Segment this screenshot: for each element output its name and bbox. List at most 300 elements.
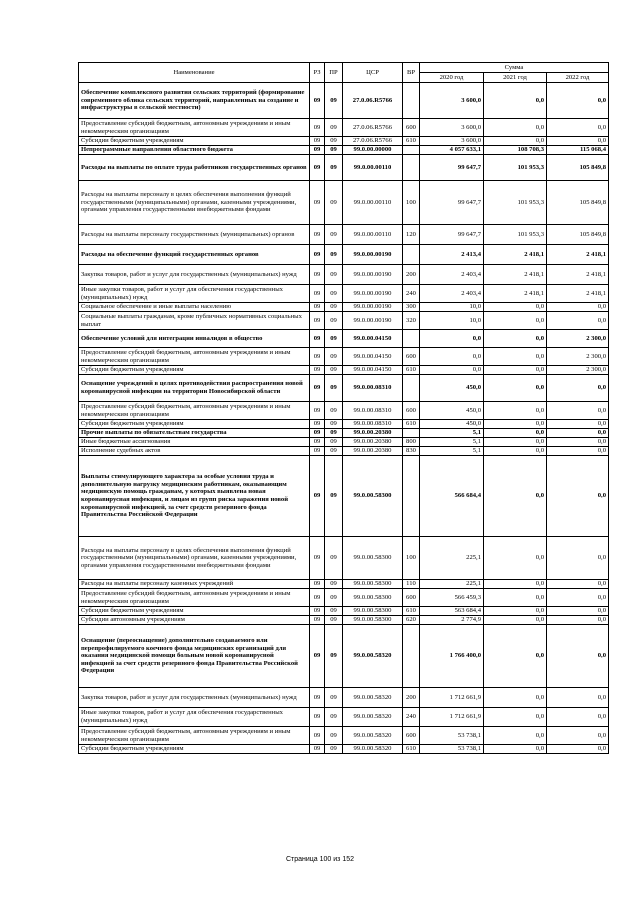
cell-vr: 600 (403, 589, 420, 607)
cell-csr: 99.0.00.58320 (343, 625, 403, 688)
cell-name: Предоставление субсидий бюджетным, автономным учреждениям и иным некоммерческим организациям (79, 589, 310, 607)
cell-name: Субсидии автономным учреждениям (79, 616, 310, 625)
header-pr: ПР (325, 63, 343, 83)
cell-csr: 99.0.00.04150 (343, 330, 403, 348)
cell-2022: 105 849,8 (547, 181, 609, 225)
cell-csr: 99.0.00.58300 (343, 607, 403, 616)
cell-vr: 610 (403, 137, 420, 146)
cell-2020: 3 600,0 (420, 83, 484, 119)
cell-pr: 09 (325, 402, 343, 420)
cell-vr (403, 429, 420, 438)
cell-2022: 2 418,1 (547, 285, 609, 303)
cell-pr: 09 (325, 420, 343, 429)
header-name: Наименование (79, 63, 310, 83)
cell-2021: 101 953,3 (484, 155, 547, 181)
cell-csr: 99.0.00.00110 (343, 225, 403, 245)
table-row (79, 708, 609, 727)
cell-csr: 99.0.00.20380 (343, 438, 403, 447)
cell-csr: 99.0.00.00190 (343, 303, 403, 312)
cell-csr: 99.0.00.04150 (343, 348, 403, 366)
cell-vr: 100 (403, 537, 420, 580)
cell-rz: 09 (310, 727, 325, 745)
cell-2022: 0,0 (547, 745, 609, 754)
cell-rz: 09 (310, 580, 325, 589)
header-year-2021: 2021 год (484, 73, 547, 83)
cell-2020: 566 684,4 (420, 456, 484, 537)
cell-csr: 99.0.00.00190 (343, 285, 403, 303)
header-vr: ВР (403, 63, 420, 83)
header-csr: ЦСР (343, 63, 403, 83)
cell-pr: 09 (325, 438, 343, 447)
cell-name: Расходы на обеспечение функций государственных органов (79, 245, 310, 265)
cell-rz: 09 (310, 265, 325, 285)
table-row (79, 688, 609, 708)
cell-2020: 0,0 (420, 348, 484, 366)
cell-2021: 2 418,1 (484, 245, 547, 265)
cell-rz: 09 (310, 312, 325, 330)
cell-2021: 0,0 (484, 420, 547, 429)
cell-csr: 27.0.06.R5766 (343, 137, 403, 146)
table-row (79, 366, 609, 375)
page-footer: Страница 100 из 152 (285, 856, 355, 863)
cell-2021: 0,0 (484, 429, 547, 438)
cell-2022: 0,0 (547, 303, 609, 312)
cell-vr (403, 146, 420, 155)
cell-name: Обеспечение комплексного развития сельских территорий (формирование современного облика сельских территорий, направленных на создание и инфраструктуры в сельской местности) (79, 83, 310, 119)
cell-rz: 09 (310, 375, 325, 402)
cell-csr: 99.0.00.58300 (343, 616, 403, 625)
cell-2022: 0,0 (547, 688, 609, 708)
cell-csr: 99.0.00.20380 (343, 429, 403, 438)
cell-pr: 09 (325, 330, 343, 348)
cell-rz: 09 (310, 429, 325, 438)
cell-pr: 09 (325, 348, 343, 366)
table-row (79, 225, 609, 245)
cell-2021: 0,0 (484, 537, 547, 580)
cell-name: Иные закупки товаров, работ и услуг для обеспечения государственных (муниципальных) нужд (79, 285, 310, 303)
cell-2020: 450,0 (420, 420, 484, 429)
cell-rz: 09 (310, 688, 325, 708)
cell-vr (403, 245, 420, 265)
cell-name: Оснащение (переоснащение) дополнительно создаваемого или перепрофилируемого коечного фонда медицинских организаций для оказания медицинской помощи больным новой коронавирусной инфекцией за счет средств резервного фонда Правительства Российской Федерации (79, 625, 310, 688)
cell-vr: 200 (403, 688, 420, 708)
cell-2021: 0,0 (484, 616, 547, 625)
cell-2021: 0,0 (484, 312, 547, 330)
budget-table (78, 62, 609, 754)
cell-vr: 830 (403, 447, 420, 456)
cell-rz: 09 (310, 589, 325, 607)
table-row (79, 155, 609, 181)
cell-csr: 99.0.00.58320 (343, 745, 403, 754)
cell-vr: 240 (403, 708, 420, 727)
table-row (79, 607, 609, 616)
cell-rz: 09 (310, 607, 325, 616)
cell-vr: 610 (403, 745, 420, 754)
table-row (79, 348, 609, 366)
cell-2020: 99 647,7 (420, 155, 484, 181)
cell-2021: 0,0 (484, 708, 547, 727)
cell-2022: 0,0 (547, 625, 609, 688)
table-row (79, 745, 609, 754)
cell-2022: 2 300,0 (547, 366, 609, 375)
cell-vr (403, 155, 420, 181)
cell-2022: 2 300,0 (547, 330, 609, 348)
cell-pr: 09 (325, 537, 343, 580)
cell-vr (403, 330, 420, 348)
cell-name: Субсидии бюджетным учреждениям (79, 137, 310, 146)
cell-rz: 09 (310, 616, 325, 625)
cell-name: Предоставление субсидий бюджетным, автономным учреждениям и иным некоммерческим организациям (79, 402, 310, 420)
cell-2022: 0,0 (547, 607, 609, 616)
cell-rz: 09 (310, 245, 325, 265)
cell-vr: 600 (403, 727, 420, 745)
cell-vr: 600 (403, 402, 420, 420)
table-row (79, 181, 609, 225)
cell-name: Иные закупки товаров, работ и услуг для обеспечения государственных (муниципальных) нужд (79, 708, 310, 727)
cell-rz: 09 (310, 438, 325, 447)
cell-vr (403, 625, 420, 688)
cell-2020: 450,0 (420, 375, 484, 402)
table-row (79, 137, 609, 146)
table-row (79, 420, 609, 429)
cell-2021: 0,0 (484, 303, 547, 312)
cell-rz: 09 (310, 119, 325, 137)
cell-vr: 300 (403, 303, 420, 312)
cell-name: Закупка товаров, работ и услуг для государственных (муниципальных) нужд (79, 688, 310, 708)
cell-rz: 09 (310, 625, 325, 688)
cell-2021: 0,0 (484, 456, 547, 537)
cell-name: Расходы на выплаты персоналу казенных учреждений (79, 580, 310, 589)
table-row (79, 580, 609, 589)
cell-2022: 0,0 (547, 616, 609, 625)
table-row (79, 438, 609, 447)
cell-2022: 0,0 (547, 727, 609, 745)
cell-2021: 0,0 (484, 402, 547, 420)
cell-name: Непрограммные направления областного бюджета (79, 146, 310, 155)
cell-vr: 610 (403, 366, 420, 375)
cell-2021: 0,0 (484, 366, 547, 375)
table-row (79, 456, 609, 537)
cell-rz: 09 (310, 285, 325, 303)
cell-2020: 53 738,1 (420, 745, 484, 754)
cell-2020: 1 712 661,9 (420, 708, 484, 727)
cell-2020: 0,0 (420, 366, 484, 375)
cell-2020: 53 738,1 (420, 727, 484, 745)
cell-rz: 09 (310, 330, 325, 348)
cell-vr (403, 456, 420, 537)
cell-pr: 09 (325, 580, 343, 589)
cell-2022: 0,0 (547, 312, 609, 330)
cell-rz: 09 (310, 83, 325, 119)
cell-csr: 99.0.00.58320 (343, 688, 403, 708)
cell-name: Расходы на выплаты персоналу государственных (муниципальных) органов (79, 225, 310, 245)
cell-pr: 09 (325, 375, 343, 402)
cell-csr: 99.0.00.58300 (343, 589, 403, 607)
cell-csr: 99.0.00.58300 (343, 580, 403, 589)
cell-2022: 105 849,8 (547, 155, 609, 181)
cell-csr: 99.0.00.00000 (343, 146, 403, 155)
table-row (79, 119, 609, 137)
cell-2020: 0,0 (420, 330, 484, 348)
cell-2021: 0,0 (484, 330, 547, 348)
cell-csr: 99.0.00.58300 (343, 456, 403, 537)
cell-name: Иные бюджетные ассигнования (79, 438, 310, 447)
cell-pr: 09 (325, 688, 343, 708)
cell-2021: 2 418,1 (484, 285, 547, 303)
cell-2020: 566 459,3 (420, 589, 484, 607)
cell-2022: 0,0 (547, 83, 609, 119)
cell-2022: 0,0 (547, 708, 609, 727)
cell-vr: 200 (403, 265, 420, 285)
cell-csr: 99.0.00.20380 (343, 447, 403, 456)
cell-csr: 99.0.00.00190 (343, 245, 403, 265)
cell-2021: 101 953,3 (484, 225, 547, 245)
cell-2020: 3 600,0 (420, 119, 484, 137)
header-row-1 (79, 63, 609, 73)
cell-csr: 99.0.00.08310 (343, 402, 403, 420)
cell-pr: 09 (325, 589, 343, 607)
cell-pr: 09 (325, 265, 343, 285)
cell-vr: 600 (403, 119, 420, 137)
cell-2022: 2 418,1 (547, 265, 609, 285)
cell-2022: 0,0 (547, 420, 609, 429)
cell-2020: 99 647,7 (420, 225, 484, 245)
header-rz: РЗ (310, 63, 325, 83)
cell-rz: 09 (310, 348, 325, 366)
cell-2022: 0,0 (547, 438, 609, 447)
cell-pr: 09 (325, 181, 343, 225)
cell-pr: 09 (325, 146, 343, 155)
cell-csr: 27.0.06.R5766 (343, 83, 403, 119)
cell-2020: 1 766 400,0 (420, 625, 484, 688)
cell-2020: 2 413,4 (420, 245, 484, 265)
cell-name: Социальные выплаты гражданам, кроме публичных нормативных социальных выплат (79, 312, 310, 330)
table-row (79, 83, 609, 119)
cell-2022: 0,0 (547, 580, 609, 589)
cell-name: Субсидии бюджетным учреждениям (79, 745, 310, 754)
cell-name: Предоставление субсидий бюджетным, автономным учреждениям и иным некоммерческим организациям (79, 348, 310, 366)
cell-2020: 563 684,4 (420, 607, 484, 616)
cell-csr: 99.0.00.00190 (343, 265, 403, 285)
cell-2021: 0,0 (484, 375, 547, 402)
cell-2020: 2 403,4 (420, 285, 484, 303)
cell-vr (403, 375, 420, 402)
cell-rz: 09 (310, 366, 325, 375)
cell-name: Закупка товаров, работ и услуг для государственных (муниципальных) нужд (79, 265, 310, 285)
cell-pr: 09 (325, 312, 343, 330)
cell-2021: 108 708,3 (484, 146, 547, 155)
cell-pr: 09 (325, 225, 343, 245)
cell-rz: 09 (310, 456, 325, 537)
cell-name: Субсидии бюджетным учреждениям (79, 607, 310, 616)
table-row (79, 285, 609, 303)
cell-name: Социальное обеспечение и иные выплаты населению (79, 303, 310, 312)
cell-pr: 09 (325, 366, 343, 375)
cell-rz: 09 (310, 181, 325, 225)
table-row (79, 616, 609, 625)
cell-csr: 99.0.00.04150 (343, 366, 403, 375)
cell-rz: 09 (310, 155, 325, 181)
cell-pr: 09 (325, 456, 343, 537)
cell-2020: 10,0 (420, 303, 484, 312)
cell-pr: 09 (325, 745, 343, 754)
cell-rz: 09 (310, 225, 325, 245)
cell-2022: 0,0 (547, 447, 609, 456)
cell-pr: 09 (325, 137, 343, 146)
cell-csr: 99.0.00.00110 (343, 181, 403, 225)
cell-2020: 5,1 (420, 429, 484, 438)
cell-name: Субсидии бюджетным учреждениям (79, 366, 310, 375)
table-row (79, 447, 609, 456)
cell-2022: 2 300,0 (547, 348, 609, 366)
cell-2021: 101 953,3 (484, 181, 547, 225)
cell-2021: 0,0 (484, 727, 547, 745)
table-row (79, 537, 609, 580)
cell-vr: 240 (403, 285, 420, 303)
cell-2022: 115 068,4 (547, 146, 609, 155)
header-sum: Сумма (420, 63, 609, 73)
cell-2022: 0,0 (547, 429, 609, 438)
cell-2022: 2 418,1 (547, 245, 609, 265)
cell-rz: 09 (310, 402, 325, 420)
cell-name: Предоставление субсидий бюджетным, автономным учреждениям и иным некоммерческим организациям (79, 119, 310, 137)
cell-csr: 99.0.00.58300 (343, 537, 403, 580)
cell-2021: 0,0 (484, 348, 547, 366)
cell-pr: 09 (325, 708, 343, 727)
cell-pr: 09 (325, 447, 343, 456)
cell-rz: 09 (310, 537, 325, 580)
cell-2022: 0,0 (547, 119, 609, 137)
cell-pr: 09 (325, 625, 343, 688)
cell-rz: 09 (310, 708, 325, 727)
cell-2020: 2 403,4 (420, 265, 484, 285)
cell-2021: 0,0 (484, 625, 547, 688)
table-row (79, 265, 609, 285)
cell-2020: 99 647,7 (420, 181, 484, 225)
table-row (79, 589, 609, 607)
cell-rz: 09 (310, 137, 325, 146)
cell-2022: 0,0 (547, 137, 609, 146)
header-year-2020: 2020 год (420, 73, 484, 83)
cell-name: Исполнение судебных актов (79, 447, 310, 456)
cell-2022: 0,0 (547, 402, 609, 420)
cell-2022: 0,0 (547, 537, 609, 580)
table-row (79, 375, 609, 402)
cell-vr: 600 (403, 348, 420, 366)
table-row (79, 625, 609, 688)
cell-2020: 2 774,9 (420, 616, 484, 625)
cell-name: Прочие выплаты по обязательствам государства (79, 429, 310, 438)
cell-pr: 09 (325, 607, 343, 616)
cell-name: Предоставление субсидий бюджетным, автономным учреждениям и иным некоммерческим организациям (79, 727, 310, 745)
cell-pr: 09 (325, 429, 343, 438)
cell-vr: 610 (403, 420, 420, 429)
cell-vr: 800 (403, 438, 420, 447)
cell-vr: 620 (403, 616, 420, 625)
cell-pr: 09 (325, 119, 343, 137)
cell-2021: 2 418,1 (484, 265, 547, 285)
table-row (79, 245, 609, 265)
cell-2020: 1 712 661,9 (420, 688, 484, 708)
cell-vr: 320 (403, 312, 420, 330)
cell-csr: 99.0.00.08310 (343, 420, 403, 429)
table-row (79, 727, 609, 745)
cell-csr: 27.0.06.R5766 (343, 119, 403, 137)
cell-rz: 09 (310, 745, 325, 754)
cell-pr: 09 (325, 303, 343, 312)
cell-vr: 610 (403, 607, 420, 616)
cell-pr: 09 (325, 285, 343, 303)
table-row (79, 312, 609, 330)
cell-pr: 09 (325, 83, 343, 119)
cell-rz: 09 (310, 303, 325, 312)
cell-rz: 09 (310, 447, 325, 456)
table-row (79, 330, 609, 348)
cell-rz: 09 (310, 420, 325, 429)
cell-2022: 0,0 (547, 456, 609, 537)
cell-name: Субсидии бюджетным учреждениям (79, 420, 310, 429)
cell-rz: 09 (310, 146, 325, 155)
cell-name: Выплаты стимулирующего характера за особые условия труда и дополнительную нагрузку медицинским работникам, оказывающим медицинскую помощь гражданам, у которых выявлена новая коронавирусная инфекция, и лицам из групп риска заражения новой коронавирусной инфекцией, за счет средств резервного фонда Правительства Российской Федерации (79, 456, 310, 537)
cell-2020: 225,1 (420, 580, 484, 589)
cell-2021: 0,0 (484, 688, 547, 708)
cell-name: Обеспечение условий для интеграции инвалидов в общество (79, 330, 310, 348)
cell-name: Оснащение учреждений в целях противодействия распространения новой коронавирусной инфекции на территории Новосибирской области (79, 375, 310, 402)
cell-2021: 0,0 (484, 137, 547, 146)
cell-2021: 0,0 (484, 607, 547, 616)
cell-2020: 10,0 (420, 312, 484, 330)
cell-2021: 0,0 (484, 119, 547, 137)
cell-2022: 105 849,8 (547, 225, 609, 245)
cell-name: Расходы на выплаты персоналу в целях обеспечения выполнения функций государственными (муниципальными) органами, казенными учреждениями, органами управления государственными внебюджетными фондами (79, 181, 310, 225)
cell-vr (403, 83, 420, 119)
cell-2020: 4 057 633,1 (420, 146, 484, 155)
table-row (79, 303, 609, 312)
cell-2020: 450,0 (420, 402, 484, 420)
cell-vr: 100 (403, 181, 420, 225)
cell-vr: 120 (403, 225, 420, 245)
table-row (79, 402, 609, 420)
cell-name: Расходы на выплаты персоналу в целях обеспечения выполнения функций государственными (муниципальными) органами, казенными учреждениями, органами управления государственными внебюджетными фондами (79, 537, 310, 580)
cell-name: Расходы на выплаты по оплате труда работников государственных органов (79, 155, 310, 181)
cell-2021: 0,0 (484, 83, 547, 119)
cell-csr: 99.0.00.00110 (343, 155, 403, 181)
table-row (79, 429, 609, 438)
header-year-2022: 2022 год (547, 73, 609, 83)
cell-2020: 5,1 (420, 438, 484, 447)
cell-2021: 0,0 (484, 745, 547, 754)
cell-csr: 99.0.00.00190 (343, 312, 403, 330)
cell-2020: 5,1 (420, 447, 484, 456)
cell-2021: 0,0 (484, 447, 547, 456)
cell-vr: 110 (403, 580, 420, 589)
cell-2022: 0,0 (547, 589, 609, 607)
cell-2022: 0,0 (547, 375, 609, 402)
cell-pr: 09 (325, 155, 343, 181)
cell-2021: 0,0 (484, 438, 547, 447)
cell-2020: 225,1 (420, 537, 484, 580)
cell-pr: 09 (325, 727, 343, 745)
cell-2020: 3 600,0 (420, 137, 484, 146)
cell-2021: 0,0 (484, 580, 547, 589)
cell-pr: 09 (325, 245, 343, 265)
cell-pr: 09 (325, 616, 343, 625)
table-row (79, 146, 609, 155)
cell-csr: 99.0.00.08310 (343, 375, 403, 402)
cell-2021: 0,0 (484, 589, 547, 607)
cell-csr: 99.0.00.58320 (343, 708, 403, 727)
cell-csr: 99.0.00.58320 (343, 727, 403, 745)
